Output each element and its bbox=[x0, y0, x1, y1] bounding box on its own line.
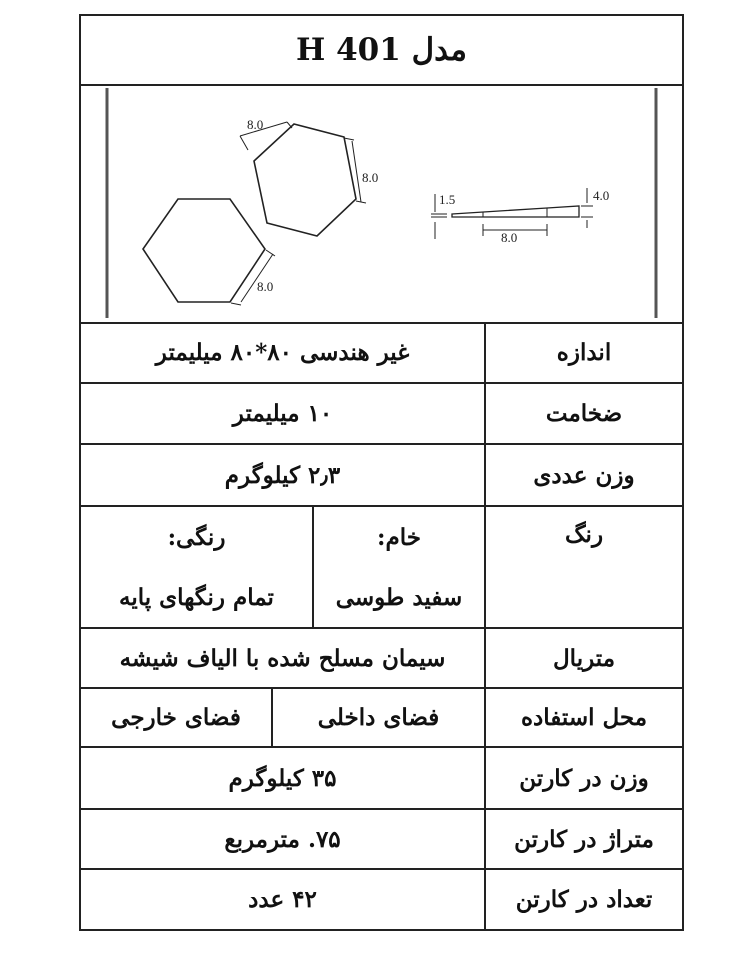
value-carton-weight: ۳۵ کیلوگرم bbox=[228, 764, 337, 792]
label-usage: محل استفاده bbox=[484, 689, 682, 746]
dim-line-hex1-height bbox=[352, 141, 361, 202]
row-carton-count bbox=[81, 870, 682, 929]
tile-profile-shape bbox=[452, 206, 579, 217]
row-material bbox=[81, 629, 682, 689]
value-size: غیر هندسی ۸۰*۸۰ میلیمتر bbox=[155, 338, 410, 366]
hexagon-bottom-shape bbox=[143, 199, 265, 302]
label-carton-weight: وزن در کارتن bbox=[484, 748, 682, 808]
usage-outdoor-cell bbox=[81, 689, 273, 746]
dim-profile-length: 8.0 bbox=[501, 230, 518, 245]
technical-drawing bbox=[81, 84, 682, 324]
value-thickness: ۱۰ میلیمتر bbox=[232, 400, 333, 427]
usage-indoor-cell bbox=[273, 689, 484, 746]
dim-hex1-height: 8.0 bbox=[362, 170, 379, 185]
row-usage bbox=[81, 689, 682, 748]
product-spec-sheet bbox=[79, 14, 684, 931]
color-raw-cell bbox=[312, 507, 484, 627]
color-raw-heading: خام: bbox=[377, 523, 421, 551]
row-thickness bbox=[81, 384, 682, 445]
dim-hex2-side: 8.0 bbox=[257, 279, 274, 294]
color-colored-value: تمام رنگهای پایه bbox=[119, 583, 274, 611]
label-material: متریال bbox=[484, 629, 682, 687]
label-carton-area: متراژ در کارتن bbox=[484, 810, 682, 868]
usage-outdoor: فضای خارجی bbox=[111, 704, 241, 731]
label-thickness: ضخامت bbox=[484, 384, 682, 443]
row-unit-weight bbox=[81, 445, 682, 507]
color-raw-value: سفید طوسی bbox=[335, 583, 463, 611]
row-color bbox=[81, 507, 682, 629]
row-carton-area bbox=[81, 810, 682, 870]
value-carton-area: ۷۵. مترمربع bbox=[224, 825, 341, 853]
value-material: سیمان مسلح شده با الیاف شیشه bbox=[119, 644, 446, 672]
label-size: اندازه bbox=[484, 322, 682, 382]
label-carton-count: تعداد در کارتن bbox=[484, 870, 682, 929]
value-unit-weight: ۲٫۳ کیلوگرم bbox=[224, 461, 341, 489]
page-title: مدل H 401 bbox=[81, 16, 682, 86]
row-carton-weight bbox=[81, 748, 682, 810]
row-size bbox=[81, 322, 682, 384]
label-color: رنگ bbox=[484, 507, 682, 627]
dim-profile-thin: 1.5 bbox=[439, 192, 456, 207]
drawing-svg bbox=[81, 84, 682, 322]
label-unit-weight: وزن عددی bbox=[484, 445, 682, 505]
hexagon-top-shape bbox=[254, 124, 356, 236]
usage-indoor: فضای داخلی bbox=[317, 704, 440, 731]
value-carton-count: ۴۲ عدد bbox=[248, 886, 317, 913]
dim-profile-thick: 4.0 bbox=[593, 188, 610, 203]
color-colored-cell bbox=[81, 507, 312, 627]
dim-hex1-side: 8.0 bbox=[247, 117, 264, 132]
color-colored-heading: رنگی: bbox=[167, 523, 226, 551]
